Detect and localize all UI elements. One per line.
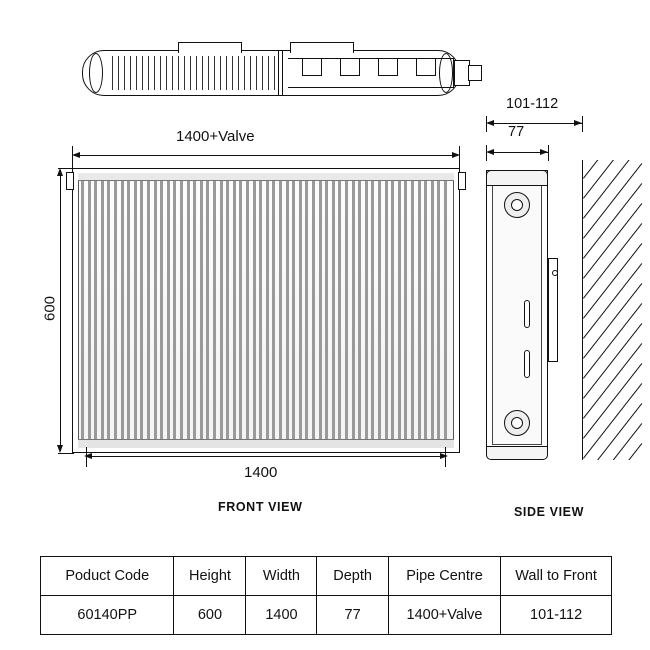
- cell-width: 1400: [246, 596, 317, 635]
- side-view-drawing: [486, 160, 646, 460]
- header-width: Width: [246, 557, 317, 596]
- front-view-top-width-label: 1400+Valve: [176, 128, 255, 145]
- cell-wall-to-front: 101-112: [501, 596, 612, 635]
- front-view-right-mounting-tab: [458, 172, 466, 190]
- side-view-wall-to-front-label: 101-112: [506, 96, 559, 112]
- top-view-centre-line-b: [282, 50, 283, 96]
- height-ext-line-top: [58, 168, 74, 169]
- front-view-top-grille: [78, 173, 454, 181]
- front-view-panel-face: [78, 173, 454, 448]
- side-view-wall-hatching: [582, 160, 646, 460]
- front-view-top-width-dimension: [72, 128, 460, 164]
- side-view-title: SIDE VIEW: [514, 505, 584, 519]
- top-view-drawing: [82, 42, 460, 102]
- front-view-title: FRONT VIEW: [218, 500, 303, 514]
- header-pipe-centre: Pipe Centre: [388, 557, 500, 596]
- table-header-row: [41, 557, 612, 596]
- header-wall-to-front: Wall to Front: [501, 557, 612, 596]
- top-view-valve-nipple: [468, 65, 482, 81]
- table-row: [41, 596, 612, 635]
- header-depth: Depth: [317, 557, 388, 596]
- side-view-body-face: [492, 178, 542, 445]
- side-view-slot-lower: [524, 350, 530, 378]
- cell-pipe-centre: 1400+Valve: [388, 596, 500, 635]
- top-view-channel-group: [288, 58, 486, 88]
- top-view-left-end-cap: [89, 53, 103, 93]
- top-view-bracket-right: [290, 42, 354, 53]
- front-view-height-label: 600: [41, 295, 59, 322]
- header-product-code: Poduct Code: [41, 557, 174, 596]
- cell-depth: 77: [317, 596, 388, 635]
- top-view-fin-group: [110, 56, 280, 90]
- top-view-bracket-left: [178, 42, 242, 53]
- specification-table: [40, 556, 612, 635]
- side-view-bottom-cap: [486, 446, 548, 460]
- front-view-bottom-width-label: 1400: [244, 464, 278, 481]
- side-view-bracket-hole: [552, 270, 558, 276]
- side-view-depth-dimension: [486, 124, 606, 162]
- cell-product-code: 60140PP: [41, 596, 174, 635]
- side-view-depth-label: 77: [508, 124, 525, 140]
- front-view-height-dimension: [40, 168, 74, 453]
- side-view-top-port: [504, 192, 530, 218]
- header-height: Height: [174, 557, 246, 596]
- front-view-drawing: [72, 168, 460, 453]
- side-view-slot-upper: [524, 300, 530, 328]
- top-view-centre-line-a: [278, 50, 279, 96]
- side-view-bottom-port: [504, 410, 530, 436]
- front-view-bottom-width-dimension: [72, 444, 460, 484]
- cell-height: 600: [174, 596, 246, 635]
- side-view-top-cap: [486, 170, 548, 186]
